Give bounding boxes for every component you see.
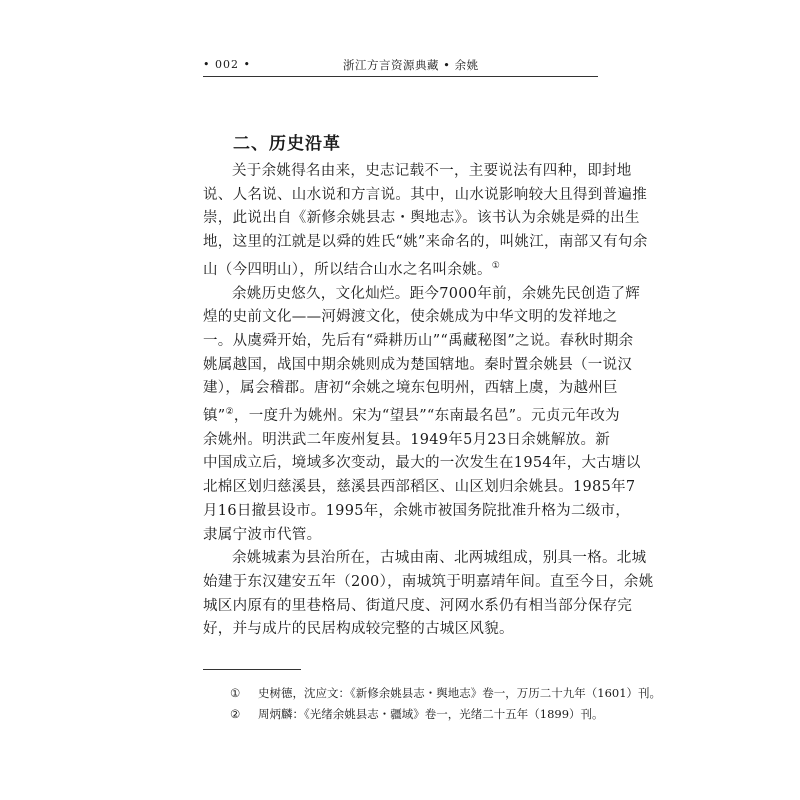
paragraph-line: 建），属会稽郡。唐初“余姚之境东包明州，西辖上虞，为越州巨 [203,380,618,397]
paragraph-line: 城区内原有的里巷格局、街道尺度、河网水系仍有相当部分保存完 [203,597,633,614]
paragraph-line: 隶属宁波市代管。 [203,526,322,543]
paragraph-line: 中国成立后，境域多次变动，最大的一次发生在1954年，大古塘以 [203,455,641,472]
paragraph-line: 一。从虞舜开始，先后有“舜耕历山”“禹藏秘图”之说。春秋时期余 [203,332,634,349]
footnote-mark: ① [230,686,241,700]
footnote-item [230,704,610,725]
paragraph-line: 余姚城素为县治所在，古城由南、北两城组成，别具一格。北城 [232,550,647,567]
footnote-text: 周炳麟：《光绪余姚县志・疆域》卷一，光绪二十五年（1899）刊。 [258,707,604,721]
footnote-reference[interactable]: ② [225,407,234,418]
page-number: • 002 • [203,58,251,71]
paragraph-line-text: 镇” [203,408,226,425]
footnotes [230,683,662,725]
paragraph-line: 余姚历史悠久，文化灿烂。距今7000年前，余姚先民创造了辉 [232,285,641,302]
running-title: 浙江方言资源典藏 • 余姚 [343,58,479,72]
paragraph-line: 月16日撤县设市。1995年，余姚市被国务院批准升格为二级市， [203,502,631,519]
footnote-mark: ② [230,707,241,721]
footnote-item [230,683,662,704]
paragraph-line: 关于余姚得名由来，史志记载不一，主要说法有四种，即封地 [232,163,632,179]
paragraph-line: 说、人名说、山水说和方言说。其中，山水说影响较大且得到普遍推 [203,186,647,203]
body-text [203,160,654,642]
footnote-divider [203,669,301,670]
paragraph-line: 北棉区划归慈溪县，慈溪县西部稻区、山区划归余姚县。1985年7 [203,479,636,496]
paragraph-3 [203,547,654,642]
paragraph-2 [203,283,641,548]
section-title: 二、历史沿革 [233,134,341,154]
paragraph-1 [203,160,648,283]
paragraph-line: 崇，此说出自《新修余姚县志・舆地志》。该书认为余姚是舜的出生 [203,210,640,227]
footnote-reference[interactable]: ① [491,260,501,271]
paragraph-line [203,401,620,429]
running-header [203,50,598,77]
paragraph-line: 姚属越国，战国中期余姚则成为楚国辖地。秦时置余姚县（一说汉 [203,356,633,373]
paragraph-line: 地，这里的江就是以舜的姓氏“姚”来命名的，叫姚江，南部又有句余 [203,234,648,251]
footnote-text: 史树德，沈应文：《新修余姚县志・舆地志》卷一，万历二十九年（1601）刊。 [258,686,662,700]
paragraph-line: 始建于东汉建安五年（200），南城筑于明嘉靖年间。直至今日，余姚 [203,573,654,590]
paragraph-line: 煌的史前文化——河姆渡文化，使余姚成为中华文明的发祥地之 [203,309,618,326]
paragraph-line: 好，并与成片的民居构成较完整的古城区风貌。 [203,621,514,638]
paragraph-line [203,255,598,283]
paragraph-line-text: ，一度升为姚州。宋为“望县”“东南最名邑”。元贞元年改为 [233,408,620,425]
paragraph-line: 余姚州。明洪武二年废州复县。1949年5月23日余姚解放。新 [203,431,611,448]
paragraph-line-text: 山（今四明山），所以结合山水之名叫余姚。 [203,261,492,278]
